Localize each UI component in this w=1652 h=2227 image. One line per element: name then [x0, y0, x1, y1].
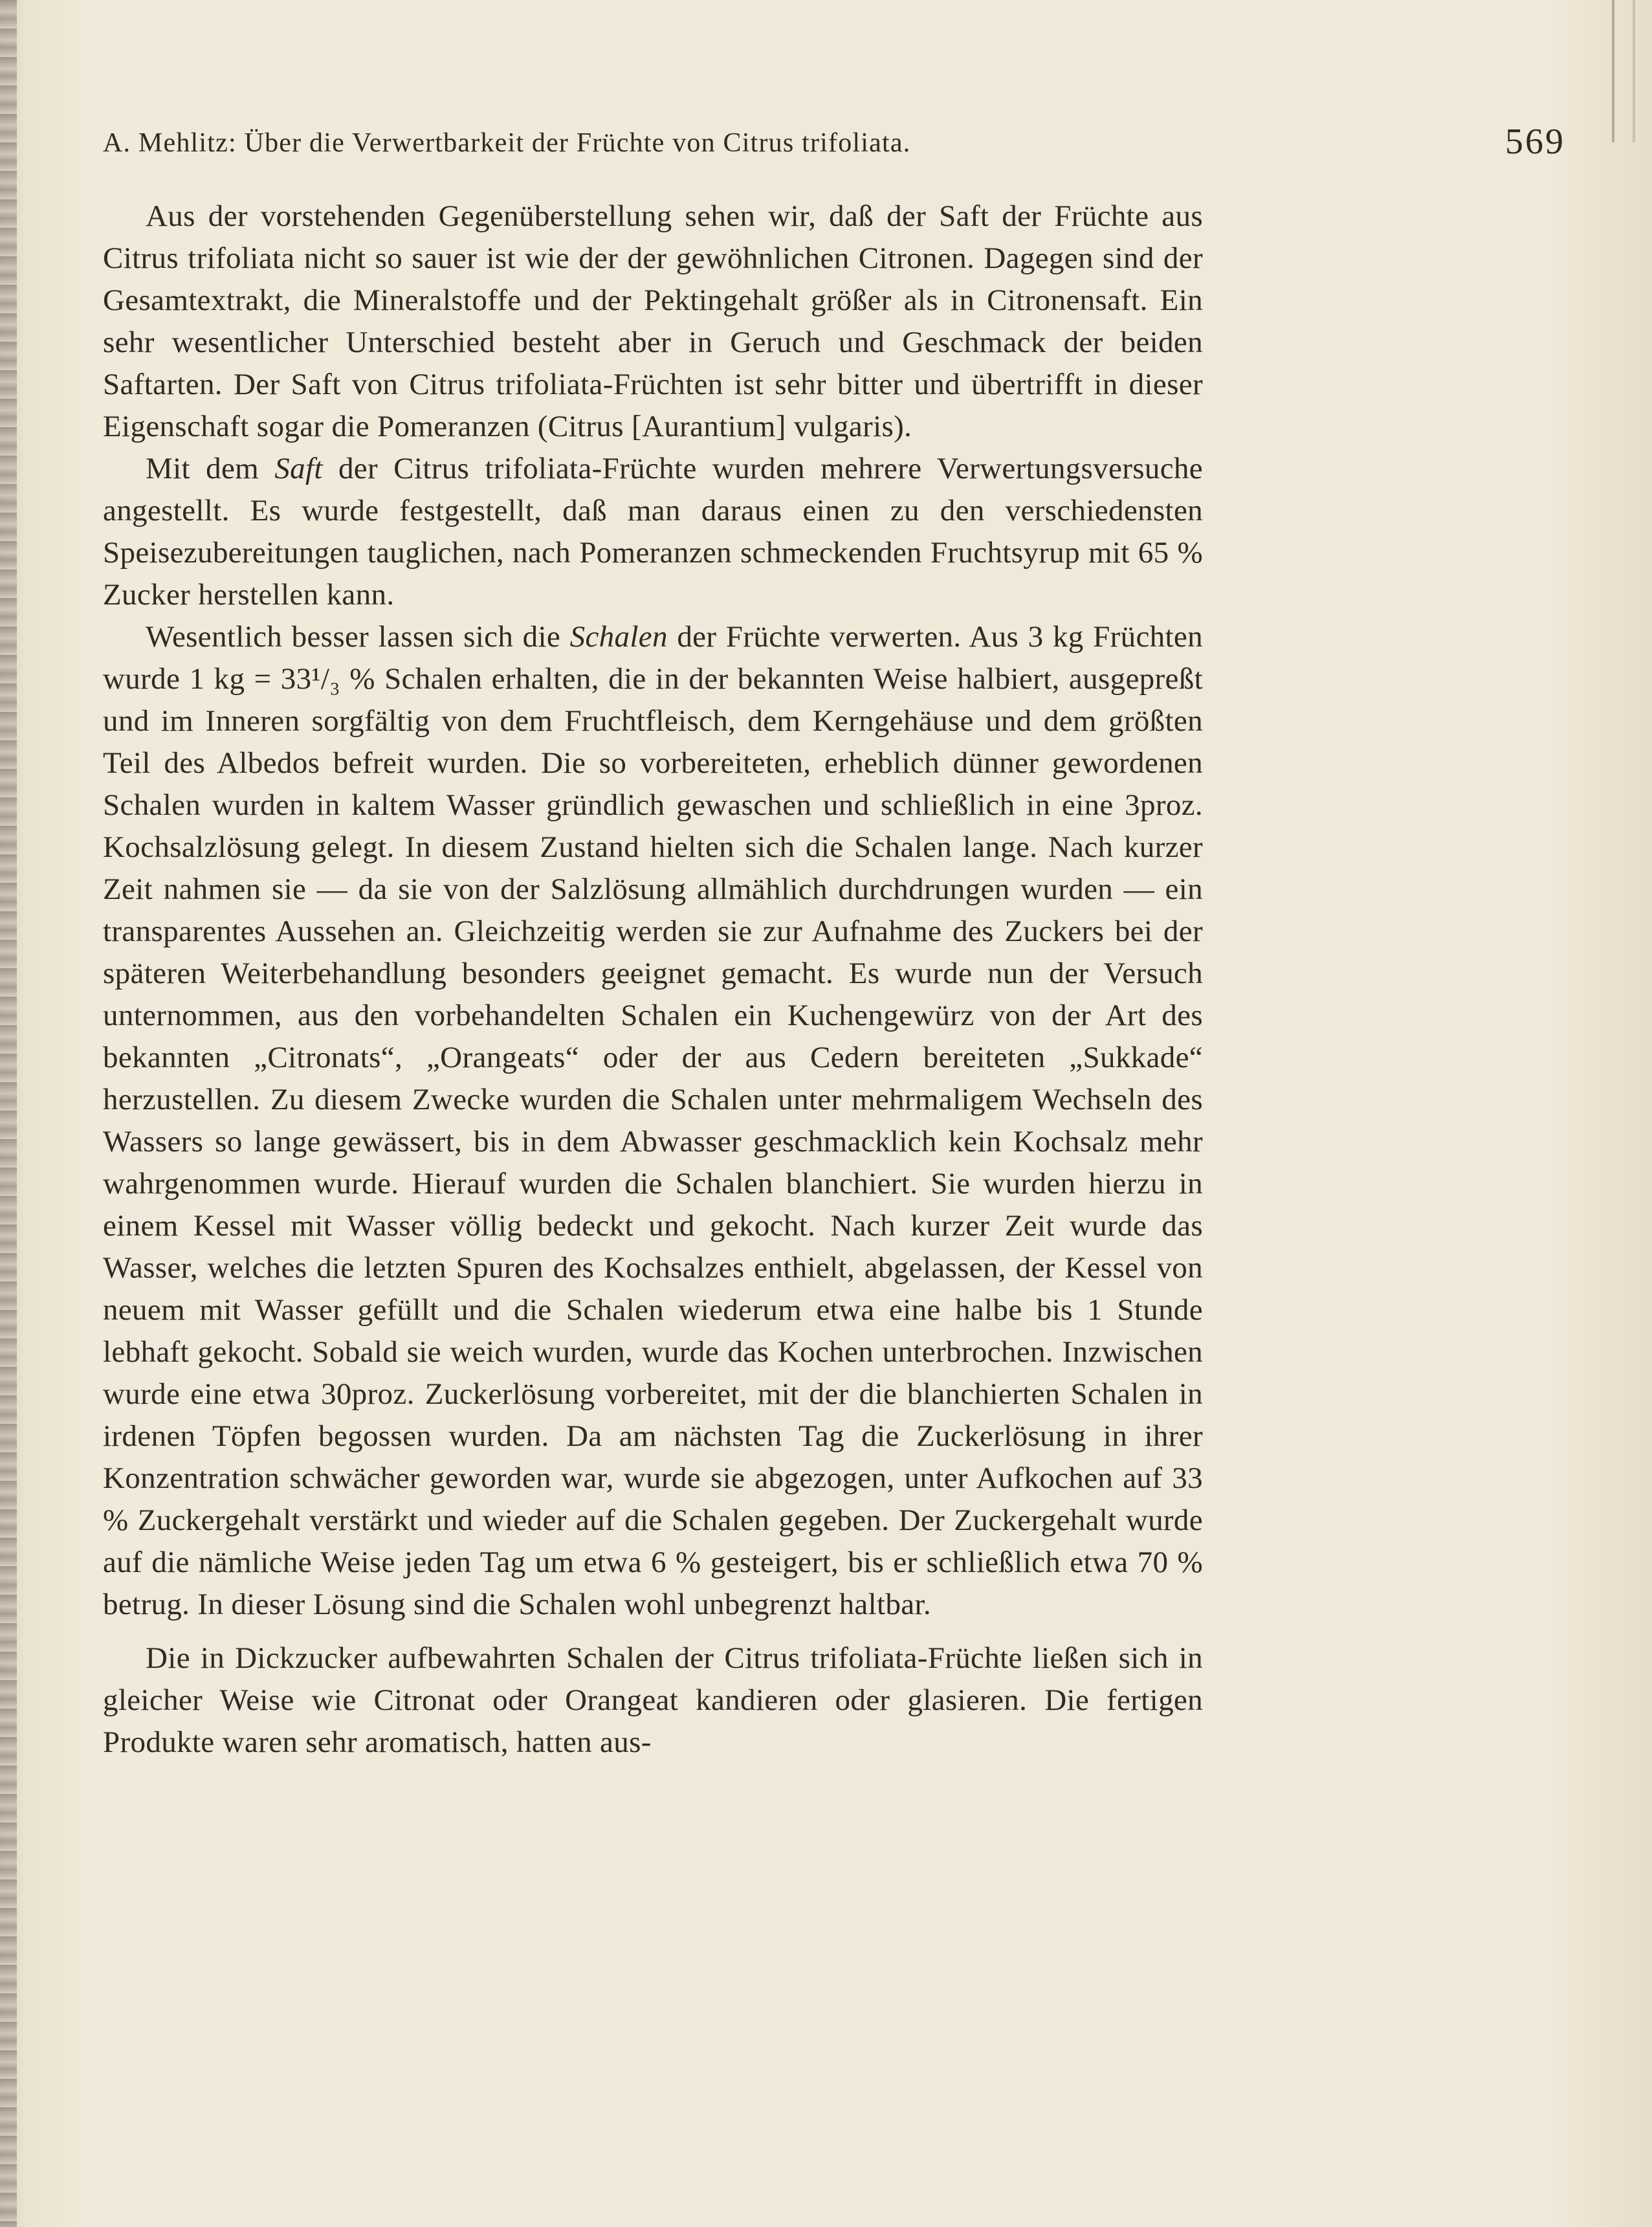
binding-edge [0, 0, 17, 2227]
paragraph-spacing [103, 1626, 1203, 1637]
page-number: 569 [1505, 122, 1565, 162]
paragraph-3-emphasis: Schalen [569, 620, 668, 654]
page-edge-marks [1587, 0, 1652, 142]
paragraph-3-text-after: der Früchte verwerten. Aus 3 kg Früchten wurde 1 kg = 33¹/₃ % Schalen erhalten, die in der bekannten Weise halbiert, ausgepreßt und im Inneren sorgfältig von dem Fruchtfleisch, dem Kerngehäuse und dem größten Teil des Albedos befreit wurden. Die so vorbereiteten, erheblich dünner gewordenen Schalen wurden in kaltem Wasser gründlich gewaschen und schließlich in eine 3proz. Kochsalzlösung gelegt. In diesem Zustand hielten sich die Schalen lange. Nach kurzer Zeit nahmen sie — da sie von der Salzlösung allmählich durchdrungen wurden — ein transparentes Aussehen an. Gleichzeitig werden sie zur Aufnahme des Zuckers bei der späteren Weiterbehandlung besonders geeignet gemacht. Es wurde nun der Versuch unternommen, aus den vorbehandelten Schalen ein Kuchengewürz von der Art des bekannten „Citronats“, „Orangeats“ oder der aus Cedern bereiteten „Sukkade“ herzustellen. Zu diesem Zwecke wurden die Schalen unter mehrmaligem Wechseln des Wassers so lange gewässert, bis in dem Abwasser geschmacklich kein Kochsalz mehr wahrgenommen wurde. Hierauf wurden die Schalen blanchiert. Sie wurden hierzu in einem Kessel mit Wasser völlig bedeckt und gekocht. Nach kurzer Zeit wurde das Wasser, welches die letzten Spuren des Kochsalzes enthielt, abgelassen, der Kessel von neuem mit Wasser gefüllt und die Schalen wiederum etwa eine halbe bis 1 Stunde lebhaft gekocht. Sobald sie weich wurden, wurde das Kochen unterbrochen. Inzwischen wurde eine etwa 30proz. Zuckerlösung vorbereitet, mit der die blanchierten Schalen in irdenen Töpfen begossen wurden. Da am nächsten Tag die Zuckerlösung in ihrer Konzentration schwächer geworden war, wurde sie abgezogen, unter Aufkochen auf 33 % Zuckergehalt verstärkt und wieder auf die Schalen gegeben. Der Zuckergehalt wurde auf die nämliche Weise jeden Tag um etwa 6 % gesteigert, bis er schließlich etwa 70 % betrug. In dieser Lösung sind die Schalen wohl unbegrenzt haltbar. [103, 620, 1203, 1621]
paragraph-1: Aus der vorstehenden Gegenüberstellung sehen wir, daß der Saft der Früchte aus Citrus trifoliata nicht so sauer ist wie der der gewöhnlichen Citronen. Dagegen sind der Gesamtextrakt, die Mineralstoffe und der Pektingehalt größer als in Citronensaft. Ein sehr wesentlicher Unterschied besteht aber in Geruch und Geschmack der beiden Saftarten. Der Saft von Citrus trifoliata-Früchten ist sehr bitter und übertrifft in dieser Eigenschaft sogar die Pomeranzen (Citrus [Aurantium] vulgaris). [103, 199, 1203, 443]
paragraph-3-text-before: Wesentlich besser lassen sich die [146, 620, 570, 654]
paragraph-2-emphasis: Saft [274, 452, 323, 485]
running-header [103, 124, 1565, 175]
paragraph-3 [103, 616, 1203, 1626]
article-body [103, 195, 1203, 1764]
paragraph-2-text-before: Mit dem [146, 452, 275, 485]
paragraph-4: Die in Dickzucker aufbewahrten Schalen der Citrus trifoliata-Früchte ließen sich in gleicher Weise wie Citronat oder Orangeat kandieren oder glasieren. Die fertigen Produkte waren sehr aromatisch, hatten aus- [103, 1641, 1203, 1759]
paragraph-2-text-after: der Citrus trifoliata-Früchte wurden mehrere Verwertungsversuche angestellt. Es wurde festgestellt, daß man daraus einen zu den verschiedensten Speisezubereitungen tauglichen, nach Pomeranzen schmeckenden Fruchtsyrup mit 65 % Zucker herstellen kann. [103, 452, 1203, 612]
paragraph-2 [103, 448, 1203, 616]
header-title: A. Mehlitz: Über die Verwertbarkeit der Früchte von Citrus trifoliata. [103, 128, 911, 158]
